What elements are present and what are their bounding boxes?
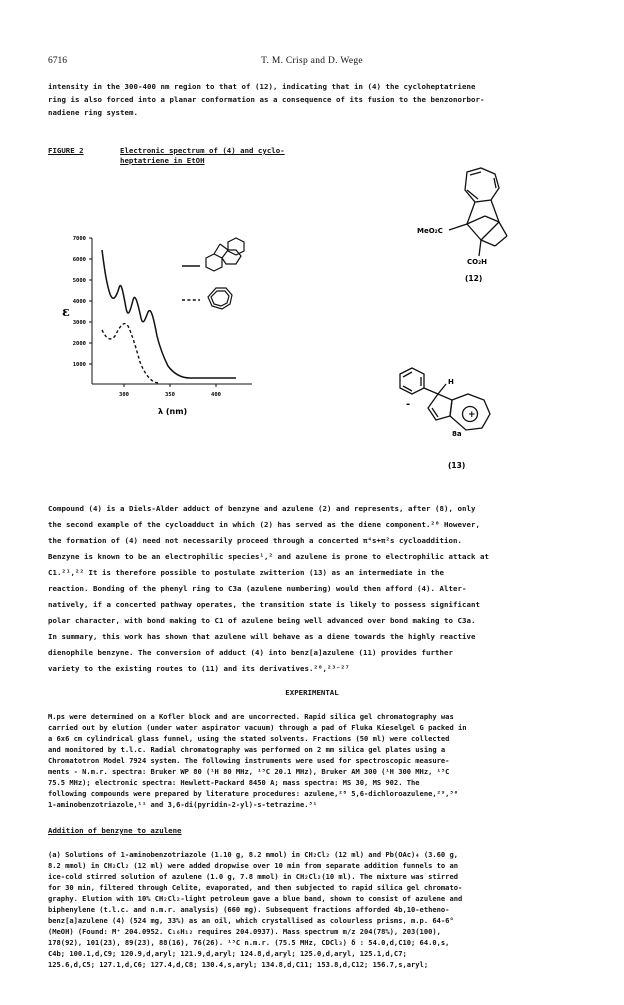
experimental-line: carried out by elution (under water aspirator vacuum) through a pad of Fluka Kieselgel G packed in [48, 723, 467, 732]
y-tick-label: 5000 [72, 278, 86, 284]
y-tick-label: 7000 [72, 236, 86, 242]
body-line: dienophile benzyne. The conversion of adduct (4) into benz[a]azulene (11) provides further [48, 648, 453, 657]
compound-12-ester-bottom: CO₂H [467, 258, 488, 266]
spectrum-plot [40, 220, 290, 435]
compound-13-charge: - [406, 399, 411, 410]
figure-label: FIGURE 2 [48, 146, 84, 155]
running-title: T. M. Crisp and D. Wege [261, 56, 363, 66]
compound-12-ester-left: MeO₂C [417, 227, 443, 235]
experimental-heading: EXPERIMENTAL [285, 688, 339, 697]
compound-12-structure [415, 160, 535, 295]
procedure-line: C4b; 100.1,d,C9; 120.9,d,aryl; 121.9,d,aryl; 124.8,d,aryl; 125.0,d,aryl, 125.1,d,C7; [48, 949, 407, 958]
y-axis-symbol: ε [62, 305, 70, 320]
compound-13-plus: + [468, 410, 476, 420]
body-line: In summary, this work has shown that azulene will behave as a diene towards the highly reactive [48, 632, 476, 641]
y-tick-label: 1000 [72, 362, 86, 368]
experimental-line: and monitored by t.l.c. Radial chromatography was performed on 2 mm silica gel plates using a [48, 745, 446, 754]
body-line: reaction. Bonding of the phenyl ring to C3a (azulene numbering) would then afford (4). Alter- [48, 584, 467, 593]
compound-13-structure [380, 360, 540, 475]
experimental-line: 1-aminobenzotriazole,¹¹ and 3,6-di(pyridin-2-yl)-s-tetrazine.³¹ [48, 800, 318, 809]
procedure-line: (MeOH) (Found: M⁺ 204.0952. C₁₆H₁₂ requires 204.0937). Mass spectrum m/z 204(78%), 203(100), [48, 927, 441, 936]
body-line: the second example of the cycloadduct in which (2) has served as the diene component.²⁰ However, [48, 520, 480, 529]
body-line: the formation of (4) need not necessarily proceed through a concerted π⁴s+π²s cycloaddition. [48, 536, 462, 545]
compound-13-label: (13) [448, 461, 466, 470]
x-tick-label: 400 [211, 392, 221, 398]
intro-line: nadiene ring system. [48, 108, 138, 117]
y-tick-label: 4000 [72, 299, 86, 305]
spectrum-curve-4 [102, 250, 236, 378]
x-tick-label: 350 [165, 392, 175, 398]
y-tick-label: 6000 [72, 257, 86, 263]
body-line: natively, if a concerted pathway operates, the transition state is likely to possess significant [48, 600, 480, 609]
procedure-line: for 30 min, filtered through Celite, evaporated, and then subjected to rapid silica gel chromato- [48, 883, 463, 892]
figure-caption [120, 146, 285, 166]
body-line: variety to the existing routes to (11) and its derivatives.²⁰,²³⁻²⁷ [48, 664, 350, 673]
procedure-line: 8.2 mmol) in CH₂Cl₂ (12 ml) were added dropwise over 10 min from separate addition funnels to an [48, 861, 458, 870]
body-line: Compound (4) is a Diels-Alder adduct of benzyne and azulene (2) and represents, after (8), only [48, 504, 476, 513]
x-axis-label: λ (nm) [158, 407, 188, 416]
procedure-subheading: Addition of benzyne to azulene [48, 826, 182, 835]
x-tick-label: 300 [119, 392, 129, 398]
procedure-line: ice-cold stirred solution of azulene (1.0 g, 7.8 mmol) in CH₂Cl₂(10 ml). The mixture was stirred [48, 872, 458, 881]
page-number: 6716 [48, 56, 67, 66]
y-tick-label: 2000 [72, 341, 86, 347]
y-tick-label: 3000 [72, 320, 86, 326]
compound-13-h: H [448, 378, 454, 386]
compound-13-8a: 8a [452, 430, 462, 438]
procedure-line: graphy. Elution with 10% CH₂Cl₂-light petroleum gave a blue band, shown to consist of azulene and [48, 894, 463, 903]
body-line: C1.²¹,²² It is therefore possible to postulate zwitterion (13) as an intermediate in the [48, 568, 444, 577]
procedure-line: 178(92), 101(23), 89(23), 88(16), 76(26). ¹³C n.m.r. (75.5 MHz, CDCl₃) δ : 54.0,d,C10; 64.0,s, [48, 938, 450, 947]
experimental-line: 75.5 MHz); electronic spectra: Hewlett-Packard 8450 A; mass spectra: MS 30, MS 902. The [48, 778, 420, 787]
figure-caption-line: heptatriene in EtOH [120, 155, 205, 165]
experimental-line: following compounds were prepared by literature procedures: azulene,²⁸ 5,6-dichloroazulene,²⁹,³⁰ [48, 789, 458, 798]
figure-caption-line: Electronic spectrum of (4) and cyclo- [120, 146, 285, 155]
experimental-line: M.ps were determined on a Kofler block and are uncorrected. Rapid silica gel chromatography was [48, 712, 454, 721]
intro-line: ring is also forced into a planar conformation as a consequence of its fusion to the benzonorbor- [48, 95, 485, 104]
body-line: polar character, with bond making to C1 of azulene being well advanced over bond making to C3a. [48, 616, 476, 625]
compound-4-icon [206, 238, 244, 271]
experimental-line: a 6x6 cm cylindrical glass funnel, using the stated solvents. Fractions (50 ml) were collected [48, 734, 450, 743]
procedure-line: (a) Solutions of 1-aminobenzotriazole (1.10 g, 8.2 mmol) in CH₂Cl₂ (12 ml) and Pb(OAc)₄ (3.60 g, [48, 850, 458, 859]
cycloheptatriene-icon [208, 288, 232, 309]
experimental-line: ments - N.m.r. spectra: Bruker WP 80 (¹H 80 MHz, ¹³C 20.1 MHz), Bruker AM 300 (¹H 300 MHz, ¹³C [48, 767, 450, 776]
spectrum-curve-cycloheptatriene [102, 324, 158, 383]
procedure-line: biphenylene (t.l.c. and n.m.r. analysis) (660 mg). Subsequent fractions afforded 4b,10-etheno- [48, 905, 450, 914]
experimental-line: Chromatotron Model 7924 system. The following instruments were used for spectroscopic measure- [48, 756, 450, 765]
procedure-line: 125.6,d,C5; 127.1,d,C6; 127.4,d,C8; 130.4,s,aryl; 134.8,d,C11; 153.8,d,C12; 156.7,s,aryl; [48, 960, 429, 969]
body-line: Benzyne is known to be an electrophilic species¹,² and azulene is prone to electrophilic attack at [48, 552, 489, 561]
compound-12-label: (12) [465, 274, 483, 283]
intro-line: intensity in the 300-400 nm region to that of (12), indicating that in (4) the cycloheptatriene [48, 82, 476, 91]
procedure-line: benz[a]azulene (4) (524 mg, 33%) as an oil, which crystallised as colourless prisms, m.p. 64-6° [48, 916, 454, 925]
